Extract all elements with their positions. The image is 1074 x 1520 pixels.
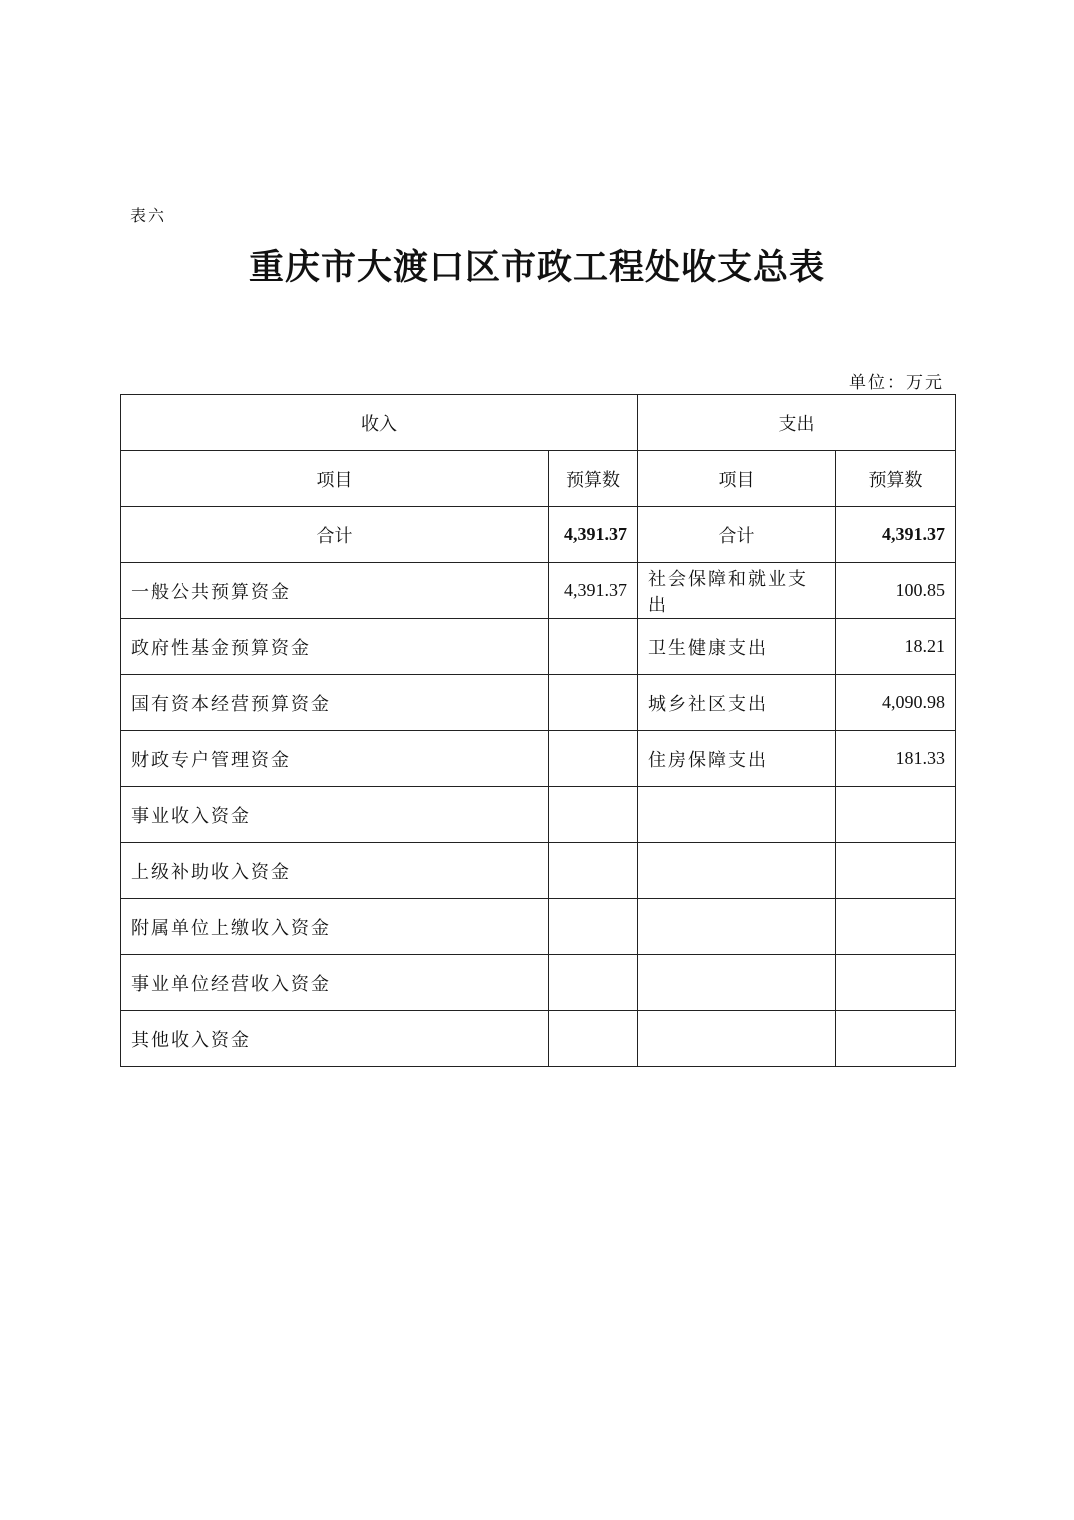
expense-value: [836, 1011, 956, 1067]
income-section-header: 收入: [121, 395, 638, 451]
income-item: 上级补助收入资金: [121, 843, 549, 899]
expense-item: [638, 1011, 836, 1067]
income-item: 其他收入资金: [121, 1011, 549, 1067]
table-number-label: 表六: [130, 206, 167, 225]
income-budget-column-header: 预算数: [549, 451, 638, 507]
table-row: [121, 843, 956, 899]
expense-total-value: 4,391.37: [836, 507, 956, 563]
table-row: [121, 787, 956, 843]
expense-item: 城乡社区支出: [638, 675, 836, 731]
table-row: [121, 563, 956, 619]
income-item: 财政专户管理资金: [121, 731, 549, 787]
table-row: [121, 899, 956, 955]
expense-value: 18.21: [836, 619, 956, 675]
expense-item: [638, 843, 836, 899]
income-value: [549, 843, 638, 899]
expense-budget-column-header: 预算数: [836, 451, 956, 507]
income-item: 事业收入资金: [121, 787, 549, 843]
income-expense-table: [120, 394, 956, 1067]
income-total-label: 合计: [121, 507, 549, 563]
expense-value: 4,090.98: [836, 675, 956, 731]
income-item: 事业单位经营收入资金: [121, 955, 549, 1011]
unit-label: 单位：万元: [849, 373, 944, 393]
income-value: [549, 619, 638, 675]
table-row: [121, 675, 956, 731]
expense-section-header: 支出: [638, 395, 956, 451]
expense-item: [638, 899, 836, 955]
expense-value: [836, 787, 956, 843]
expense-item: [638, 787, 836, 843]
income-total-value: 4,391.37: [549, 507, 638, 563]
table-row: [121, 731, 956, 787]
expense-item: [638, 955, 836, 1011]
income-item: 政府性基金预算资金: [121, 619, 549, 675]
income-value: [549, 675, 638, 731]
expense-item: 社会保障和就业支出: [638, 563, 836, 619]
expense-value: [836, 843, 956, 899]
expense-value: [836, 955, 956, 1011]
expense-item: 住房保障支出: [638, 731, 836, 787]
expense-item: 卫生健康支出: [638, 619, 836, 675]
income-value: 4,391.37: [549, 563, 638, 619]
income-value: [549, 787, 638, 843]
income-item-column-header: 项目: [121, 451, 549, 507]
column-header-row: [121, 451, 956, 507]
income-value: [549, 1011, 638, 1067]
income-item: 附属单位上缴收入资金: [121, 899, 549, 955]
table-row: [121, 955, 956, 1011]
expense-value: 100.85: [836, 563, 956, 619]
table-row: [121, 1011, 956, 1067]
income-value: [549, 955, 638, 1011]
income-item: 一般公共预算资金: [121, 563, 549, 619]
section-header-row: [121, 395, 956, 451]
expense-total-label: 合计: [638, 507, 836, 563]
expense-value: [836, 899, 956, 955]
page-title: 重庆市大渡口区市政工程处收支总表: [248, 247, 825, 288]
income-value: [549, 899, 638, 955]
table-row: [121, 619, 956, 675]
expense-value: 181.33: [836, 731, 956, 787]
expense-item-column-header: 项目: [638, 451, 836, 507]
income-item: 国有资本经营预算资金: [121, 675, 549, 731]
total-row: [121, 507, 956, 563]
income-value: [549, 731, 638, 787]
